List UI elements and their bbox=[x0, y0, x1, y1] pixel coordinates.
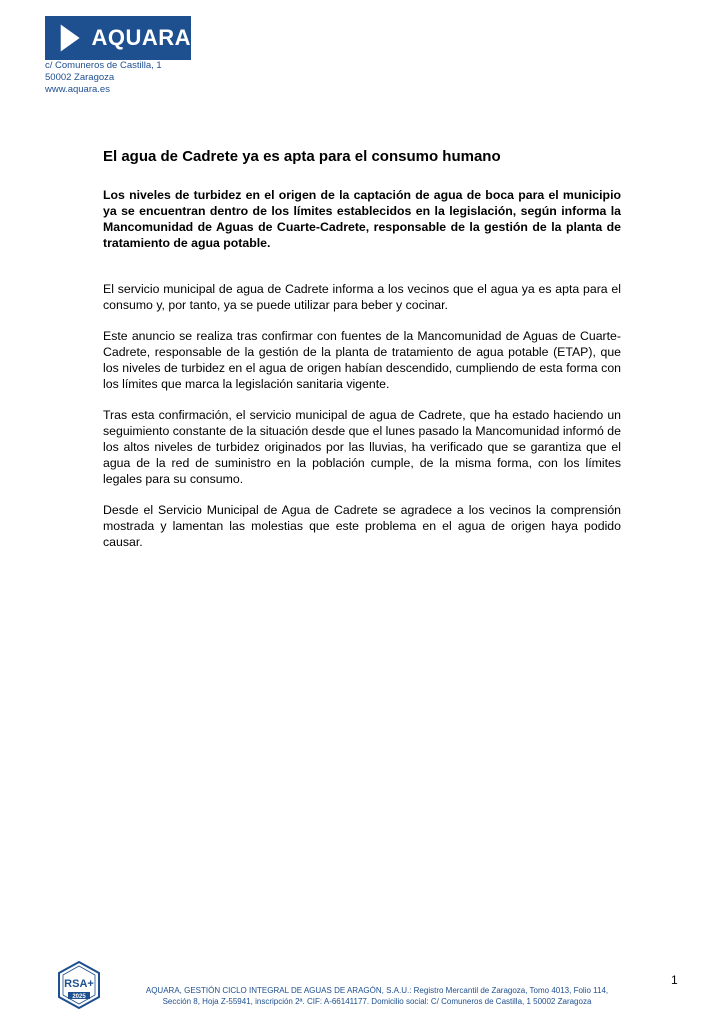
address-street: c/ Comuneros de Castilla, 1 bbox=[45, 60, 162, 71]
footer-line: AQUARA, GESTIÓN CICLO INTEGRAL DE AGUAS DE ARAGÓN, S.A.U.: Registro Mercantil de Zaragoza, Tomo 4013, Folio 114, bbox=[145, 986, 609, 995]
article bbox=[103, 148, 621, 565]
seal-text: RSA+ bbox=[64, 978, 94, 990]
logo-text: AQUARA bbox=[91, 25, 191, 50]
company-address bbox=[45, 60, 162, 96]
article-paragraph: El servicio municipal de agua de Cadrete informa a los vecinos que el agua ya es apta para el consumo y, por tanto, ya se puede utilizar para beber y cocinar. bbox=[103, 282, 621, 312]
seal-year: 2025 bbox=[72, 994, 86, 1000]
page-number: 1 bbox=[671, 973, 678, 987]
article-title: El agua de Cadrete ya es apta para el consumo humano bbox=[103, 148, 501, 165]
address-website: www.aquara.es bbox=[45, 84, 110, 95]
legal-footer bbox=[112, 985, 642, 1007]
rsa-seal-icon bbox=[55, 961, 103, 1009]
article-paragraph: Tras esta confirmación, el servicio municipal de agua de Cadrete, que ha estado haciendo un seguimiento constante de la situación desde que el lunes pasado la Mancomunidad informó de los altos niveles de turbidez originados por las lluvias, ha verificado que se garantiza que el agua de la red de suministro en la población cumple, de la misma forma, con los límites legales para su consumo. bbox=[103, 408, 621, 486]
article-paragraph: Desde el Servicio Municipal de Agua de Cadrete se agradece a los vecinos la comprensión mostrada y lamentan las molestias que este problema en el agua de origen haya podido causar. bbox=[103, 503, 621, 549]
article-paragraph: Este anuncio se realiza tras confirmar con fuentes de la Mancomunidad de Aguas de Cuarte-Cadrete, responsable de la gestión de la planta de tratamiento de agua potable (ETAP), que los niveles de turbidez en el agua de origen habían descendido, cumpliendo de esta forma con los límites que marca la legislación sanitaria vigente. bbox=[103, 329, 621, 391]
article-lead: Los niveles de turbidez en el origen de la captación de agua de boca para el municipio ya se encuentran dentro de los límites establecidos en la legislación, según informa la Mancomunidad de Aguas de Cuarte-Cadrete, responsable de la gestión de la planta de tratamiento de agua potable. bbox=[103, 188, 621, 250]
footer-line: Sección 8, Hoja Z-55941, inscripción 2ª. CIF: A-66141177. Domicilio social: C/ Comuneros de Castilla, 1 50002 Zaragoza bbox=[162, 997, 592, 1006]
aquara-logo bbox=[45, 16, 191, 60]
address-city: 50002 Zaragoza bbox=[45, 72, 115, 83]
aquara-logo-mark-icon bbox=[58, 23, 81, 53]
